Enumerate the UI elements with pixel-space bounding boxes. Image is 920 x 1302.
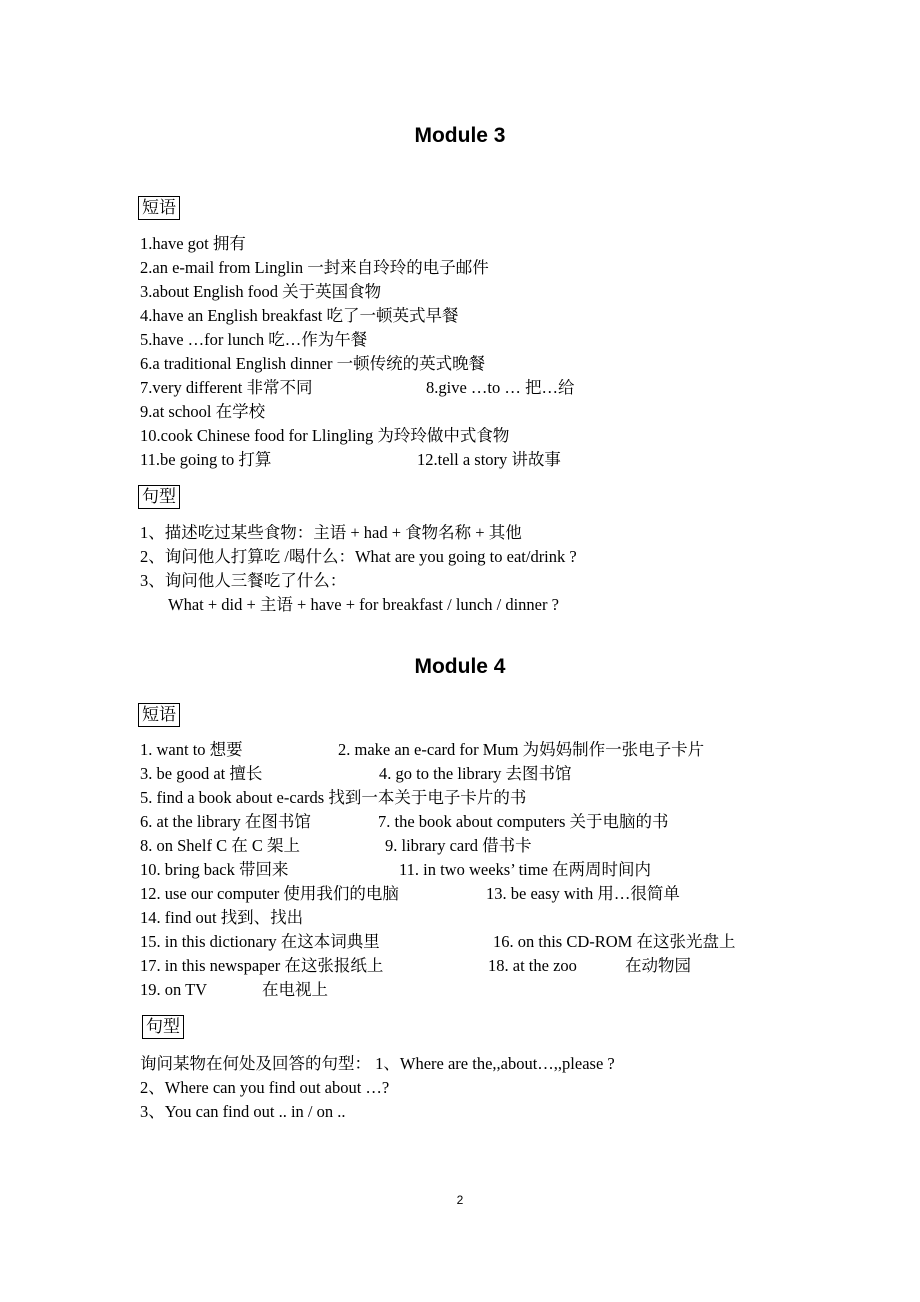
m3-phrase-2: 2.an e-mail from Linglin 一封来自玲玲的电子邮件: [140, 258, 489, 277]
m3-sentence-3: 3、询问他人三餐吃了什么：: [140, 571, 347, 590]
m4-sentence-2: 2、Where can you find out about …?: [140, 1078, 390, 1097]
m3-phrase-1: 1.have got 拥有: [140, 234, 246, 253]
m4-phrase-10: 10. bring back 带回来: [140, 860, 289, 879]
page-number: 2: [456, 1193, 464, 1207]
m3-phrase-12: 12.tell a story 讲故事: [417, 450, 561, 469]
m4-phrase-13: 13. be easy with 用…很简单: [486, 884, 680, 903]
m3-phrase-9: 9.at school 在学校: [140, 402, 266, 421]
m4-phrase-12: 12. use our computer 使用我们的电脑: [140, 884, 399, 903]
m4-phrase-19: 19. on TV: [140, 980, 208, 999]
m4-phrase-4: 4. go to the library 去图书馆: [379, 764, 572, 783]
module-3-phrases-label: 短语: [138, 196, 180, 220]
m4-phrase-19-meaning: 在电视上: [262, 980, 328, 999]
m3-phrase-8: 8.give …to … 把…给: [426, 378, 575, 397]
m3-phrase-3: 3.about English food 关于英国食物: [140, 282, 382, 301]
module-4-sentences-label: 句型: [142, 1015, 184, 1039]
m3-sentence-1: 1、描述吃过某些食物：主语 + had + 食物名称 + 其他: [140, 523, 522, 542]
m4-phrase-3: 3. be good at 擅长: [140, 764, 263, 783]
module-4-title: Module 4: [414, 655, 506, 678]
m3-phrase-5: 5.have …for lunch 吃…作为午餐: [140, 330, 368, 349]
m4-phrase-18: 18. at the zoo: [488, 956, 577, 975]
m4-phrase-2: 2. make an e-card for Mum 为妈妈制作一张电子卡片: [338, 740, 705, 759]
m3-phrase-4: 4.have an English breakfast 吃了一顿英式早餐: [140, 306, 459, 325]
m4-phrase-11: 11. in two weeks’ time 在两周时间内: [399, 860, 652, 879]
m4-phrase-7: 7. the book about computers 关于电脑的书: [378, 812, 669, 831]
module-4-phrases-label: 短语: [138, 703, 180, 727]
m4-phrase-18-meaning: 在动物园: [625, 956, 691, 975]
m3-sentence-2: 2、询问他人打算吃 /喝什么：What are you going to eat/drink ?: [140, 547, 577, 566]
m4-phrase-1: 1. want to 想要: [140, 740, 243, 759]
m3-phrase-6: 6.a traditional English dinner 一顿传统的英式晚餐: [140, 354, 486, 373]
m3-phrase-7: 7.very different 非常不同: [140, 378, 313, 397]
m4-phrase-6: 6. at the library 在图书馆: [140, 812, 311, 831]
m4-phrase-5: 5. find a book about e-cards 找到一本关于电子卡片的书: [140, 788, 527, 807]
m4-sentence-1: 询问某物在何处及回答的句型： 1、Where are the,,about…,,please ?: [140, 1054, 615, 1073]
m3-phrase-11: 11.be going to 打算: [140, 450, 272, 469]
m4-phrase-16: 16. on this CD-ROM 在这张光盘上: [493, 932, 736, 951]
m4-sentence-3: 3、You can find out .. in / on ..: [140, 1102, 346, 1121]
m3-phrase-10: 10.cook Chinese food for Llingling 为玲玲做中式食物: [140, 426, 510, 445]
m3-sentence-3-pattern: What + did + 主语 + have + for breakfast / lunch / dinner ?: [168, 595, 559, 614]
module-3-sentences-label: 句型: [138, 485, 180, 509]
m4-phrase-8: 8. on Shelf C 在 C 架上: [140, 836, 300, 855]
m4-phrase-14: 14. find out 找到、找出: [140, 908, 304, 927]
module-3-title: Module 3: [414, 124, 506, 147]
m4-phrase-9: 9. library card 借书卡: [385, 836, 532, 855]
m4-phrase-17: 17. in this newspaper 在这张报纸上: [140, 956, 384, 975]
m4-phrase-15: 15. in this dictionary 在这本词典里: [140, 932, 380, 951]
